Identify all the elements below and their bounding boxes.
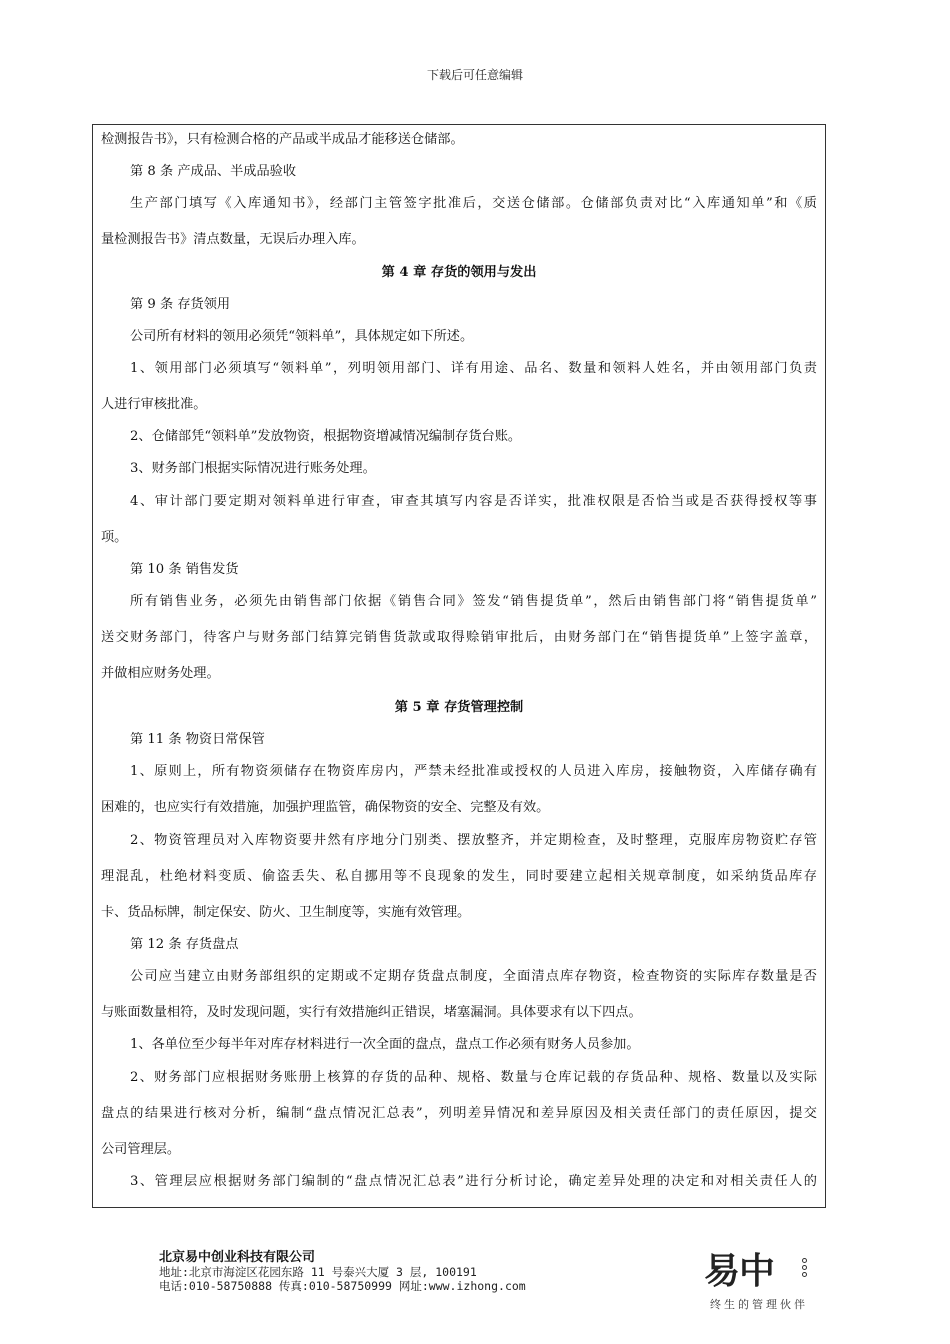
body-line: 所有销售业务，必须先由销售部门依据《销售合同》签发“销售提货单”，然后由销售部门将“销售提货单” bbox=[130, 594, 817, 609]
body-line: 送交财务部门，待客户与财务部门结算完销售货款或取得赊销审批后，由财务部门在“销售提货单”上签字盖章， bbox=[101, 630, 817, 645]
footer-address: 地址:北京市海淀区花园东路 11 号泰兴大厦 3 层, 100191 bbox=[159, 1265, 477, 1279]
chapter-heading: 第 4 章 存货的领用与发出 bbox=[381, 265, 537, 280]
footer bbox=[159, 1251, 526, 1293]
document-body bbox=[92, 124, 826, 1208]
body-line: 理混乱，杜绝材料变质、偷盗丢失、私自挪用等不良现象的发生，同时要建立起相关规章制度，如采纳货品库存 bbox=[101, 869, 817, 884]
body-line: 第 12 条 存货盘点 bbox=[130, 937, 239, 952]
body-line: 生产部门填写《入库通知书》，经部门主管签字批准后，交送仓储部。仓储部负责对比“入库通知单”和《质 bbox=[130, 196, 817, 211]
logo-dots-icon bbox=[802, 1258, 808, 1279]
body-line: 与账面数量相符，及时发现问题，实行有效措施纠正错误，堵塞漏洞。具体要求有以下四点。 bbox=[101, 1005, 642, 1020]
body-line: 第 11 条 物资日常保管 bbox=[130, 732, 265, 747]
body-line: 公司管理层。 bbox=[101, 1142, 181, 1157]
body-line: 量检测报告书》清点数量，无误后办理入库。 bbox=[101, 232, 365, 247]
body-line: 人进行审核批准。 bbox=[101, 397, 207, 412]
body-line: 3、管理层应根据财务部门编制的“盘点情况汇总表”进行分析讨论，确定差异处理的决定和对相关责任人的 bbox=[130, 1174, 817, 1189]
logo-tagline: 终生的管理伙伴 bbox=[710, 1298, 808, 1311]
body-line: 第 10 条 销售发货 bbox=[130, 562, 239, 577]
body-line: 第 8 条 产成品、半成品验收 bbox=[130, 164, 297, 179]
body-line: 项。 bbox=[101, 530, 128, 545]
body-line: 公司应当建立由财务部组织的定期或不定期存货盘点制度，全面清点库存物资，检查物资的实际库存数量是否 bbox=[130, 969, 817, 984]
body-line: 公司所有材料的领用必须凭“领料单”，具体规定如下所述。 bbox=[130, 329, 474, 344]
body-line: 1、原则上，所有物资须储存在物资库房内，严禁未经批准或授权的人员进入库房，接触物资，入库储存确有 bbox=[130, 764, 817, 779]
chapter-heading: 第 5 章 存货管理控制 bbox=[394, 700, 524, 715]
body-line: 盘点的结果进行核对分析，编制“盘点情况汇总表”，列明差异情况和差异原因及相关责任部门的责任原因，提交 bbox=[101, 1106, 817, 1121]
body-line: 4、审计部门要定期对领料单进行审查，审查其填写内容是否详实，批准权限是否恰当或是否获得授权等事 bbox=[130, 494, 817, 509]
footer-company: 北京易中创业科技有限公司 bbox=[159, 1250, 316, 1265]
footer-contact: 电话:010-58750888 传真:010-58750999 网址:www.izhong.com bbox=[159, 1279, 526, 1293]
body-line: 2、财务部门应根据财务账册上核算的存货的品种、规格、数量与仓库记载的存货品种、规格、数量以及实际 bbox=[130, 1070, 817, 1085]
body-line: 检测报告书》，只有检测合格的产品或半成品才能移送仓储部。 bbox=[101, 132, 464, 147]
body-line: 1、各单位至少每半年对库存材料进行一次全面的盘点，盘点工作必须有财务人员参加。 bbox=[130, 1037, 640, 1052]
body-line: 3、财务部门根据实际情况进行账务处理。 bbox=[130, 461, 376, 476]
body-line: 第 9 条 存货领用 bbox=[130, 297, 231, 312]
body-line: 2、物资管理员对入库物资要井然有序地分门别类、摆放整齐，并定期检查，及时整理，克服库房物资贮存管 bbox=[130, 833, 817, 848]
body-line: 1、领用部门必须填写“领料单”，列明领用部门、详有用途、品名、数量和领料人姓名，并由领用部门负责 bbox=[130, 361, 817, 376]
body-line: 卡、货品标牌，制定保安、防火、卫生制度等，实施有效管理。 bbox=[101, 905, 471, 920]
body-line: 2、仓储部凭“领料单”发放物资，根据物资增减情况编制存货台账。 bbox=[130, 429, 522, 444]
logo-mark: 易中 bbox=[704, 1251, 775, 1292]
body-line: 并做相应财务处理。 bbox=[101, 666, 220, 681]
page-header: 下载后可任意编辑 bbox=[426, 68, 523, 82]
document-lines bbox=[93, 125, 825, 1207]
company-logo bbox=[704, 1252, 814, 1312]
body-line: 困难的，也应实行有效措施，加强护理监管，确保物资的安全、完整及有效。 bbox=[101, 800, 550, 815]
